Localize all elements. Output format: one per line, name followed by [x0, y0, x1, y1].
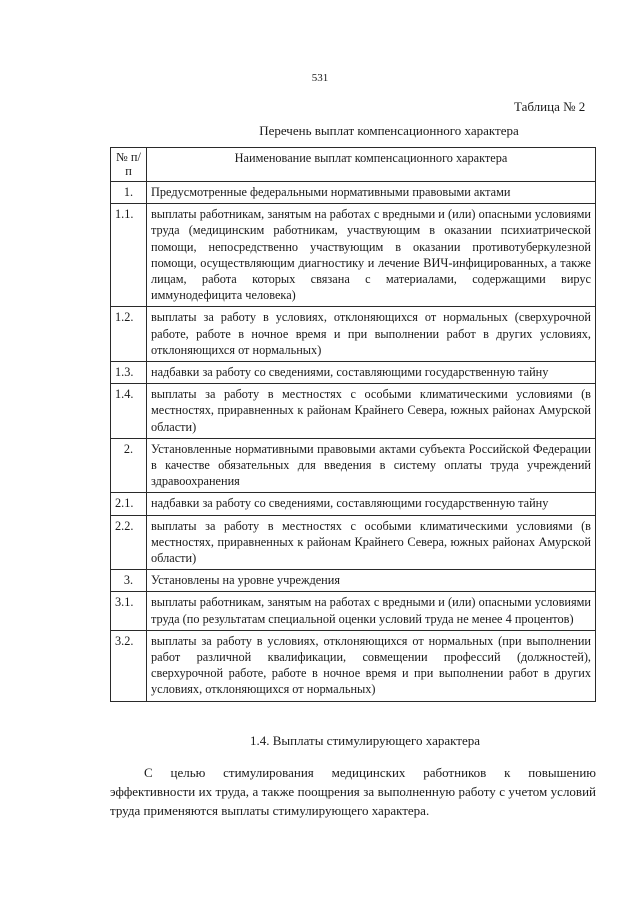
- row-text: выплаты за работу в местностях с особыми климатическими условиями (в местностях, приравненных к районам Крайнего Севера, южных районах Амурской области): [147, 515, 596, 570]
- page-number: 531: [311, 72, 329, 84]
- row-number: 1.2.: [111, 307, 147, 362]
- row-text: выплаты работникам, занятым на работах с вредными и (или) опасными условиями труда (по результатам специальной оценки условий труда не менее 4 процентов): [147, 592, 596, 630]
- row-number: 2.: [111, 438, 147, 493]
- header-number: № п/п: [111, 148, 147, 182]
- row-text: Установлены на уровне учреждения: [147, 570, 596, 592]
- row-text: надбавки за работу со сведениями, составляющими государственную тайну: [147, 493, 596, 515]
- table-row: [111, 592, 596, 630]
- header-name: Наименование выплат компенсационного характера: [147, 148, 596, 182]
- row-text: Предусмотренные федеральными нормативными правовыми актами: [147, 182, 596, 204]
- row-text: выплаты за работу в местностях с особыми климатическими условиями (в местностях, приравненных к районам Крайнего Севера, южных районах Амурской области): [147, 384, 596, 439]
- row-number: 1.1.: [111, 204, 147, 307]
- table-row: [111, 438, 596, 493]
- row-text: Установленные нормативными правовыми актами субъекта Российской Федерации в качестве обязательных для введения в систему оплаты труда учреждений здравоохранения: [147, 438, 596, 493]
- row-number: 3.2.: [111, 630, 147, 701]
- row-text: выплаты за работу в условиях, отклоняющихся от нормальных (при выполнении работ различной квалификации, совмещении профессий (должностей), сверхурочной работе, работе в ночное время и при выполнении работ в других условиях, отклоняющихся от нормальных): [147, 630, 596, 701]
- table-row: [111, 630, 596, 701]
- row-number: 2.2.: [111, 515, 147, 570]
- compensation-payments-table: [110, 147, 596, 702]
- table-row: [111, 204, 596, 307]
- table-label: Таблица № 2: [514, 99, 586, 114]
- table-row: [111, 515, 596, 570]
- table-row: [111, 493, 596, 515]
- row-number: 3.: [111, 570, 147, 592]
- table-caption: Перечень выплат компенсационного характера: [259, 123, 519, 138]
- row-number: 1.: [111, 182, 147, 204]
- table-row: [111, 362, 596, 384]
- table-row: [111, 182, 596, 204]
- row-text: выплаты работникам, занятым на работах с вредными и (или) опасными условиями труда (медицинским работникам, участвующим в оказании психиатрической помощи, непосредственно участвующим в оказании противотуберкулезной помощи, осуществляющим диагностику и лечение ВИЧ-инфицированных, а также лицам, работа которых связана с материалами, содержащими вирус иммунодефицита человека): [147, 204, 596, 307]
- section-title: 1.4. Выплаты стимулирующего характера: [249, 733, 481, 748]
- table-header-row: [111, 148, 596, 182]
- row-text: выплаты за работу в условиях, отклоняющихся от нормальных (сверхурочной работе, работе в ночное время и при выполнении работ в других условиях, отклоняющихся от нормальных): [147, 307, 596, 362]
- row-number: 2.1.: [111, 493, 147, 515]
- table-row: [111, 307, 596, 362]
- row-number: 1.4.: [111, 384, 147, 439]
- row-number: 1.3.: [111, 362, 147, 384]
- body-paragraph: С целью стимулирования медицинских работников к повышению эффективности их труда, а также поощрения за выполненную работу с учетом условий труда применяются выплаты стимулирующего характера.: [110, 765, 596, 818]
- table-row: [111, 384, 596, 439]
- row-number: 3.1.: [111, 592, 147, 630]
- table-row: [111, 570, 596, 592]
- row-text: надбавки за работу со сведениями, составляющими государственную тайну: [147, 362, 596, 384]
